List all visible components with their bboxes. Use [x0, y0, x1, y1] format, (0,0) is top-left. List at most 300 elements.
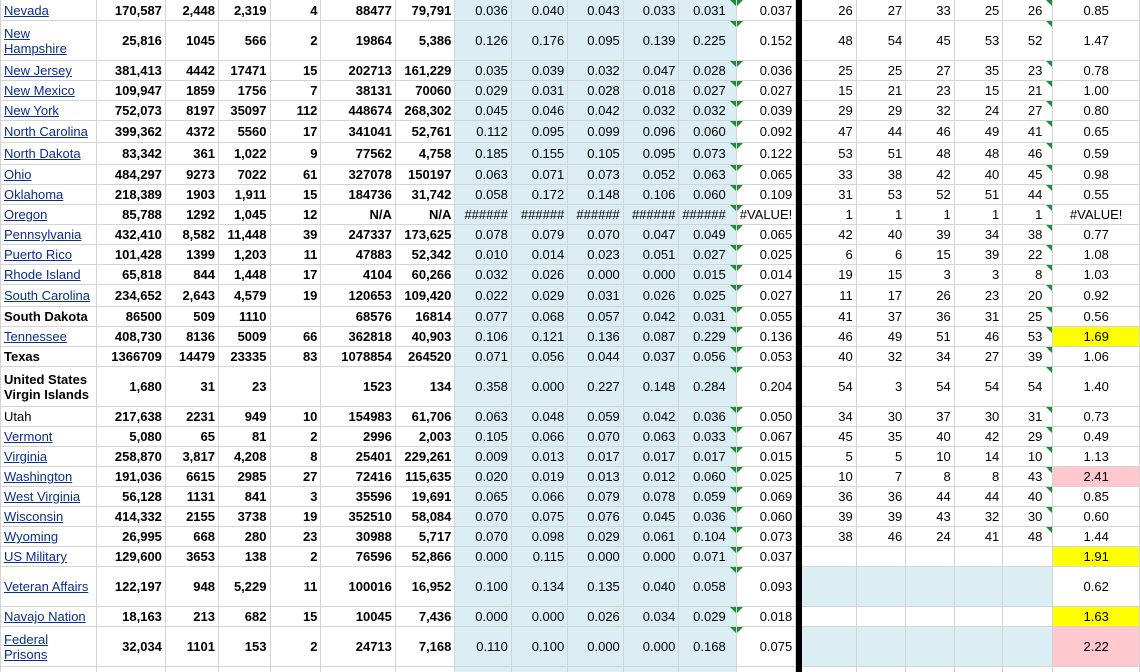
cell-col-6[interactable]: 79,791: [395, 0, 455, 21]
cell-col-14[interactable]: 5: [856, 447, 905, 467]
cell-col-5[interactable]: 47883: [321, 245, 395, 265]
cell-col-11[interactable]: 0.060: [679, 467, 736, 487]
cell-col-16[interactable]: 42: [954, 427, 1003, 447]
cell-col-9[interactable]: 0.042: [568, 101, 624, 121]
cell-col-10[interactable]: 0.096: [623, 121, 679, 143]
cell-col-5[interactable]: 154983: [321, 407, 395, 427]
cell-col-13[interactable]: 45: [801, 427, 856, 447]
cell-col-6[interactable]: 2,003: [395, 427, 455, 447]
cell-col-2[interactable]: 1292: [165, 205, 218, 225]
state-name-cell[interactable]: [1, 61, 97, 81]
cell-col-2[interactable]: 8136: [165, 327, 218, 347]
cell-col-8[interactable]: 0.079: [511, 225, 567, 245]
state-name-cell[interactable]: [1, 367, 97, 407]
cell-col-11[interactable]: 0.033: [679, 427, 736, 447]
cell-col-12[interactable]: 0.065: [736, 225, 796, 245]
cell-col-12[interactable]: 0.065: [736, 165, 796, 185]
cell-col-17[interactable]: 53: [1003, 327, 1053, 347]
cell-col-9[interactable]: 0.026: [568, 607, 624, 627]
cell-col-9[interactable]: 0.059: [568, 407, 624, 427]
cell-col-2[interactable]: 844: [165, 265, 218, 285]
cell-col-2[interactable]: 6615: [165, 467, 218, 487]
cell-col-3[interactable]: [219, 667, 271, 672]
cell-col-16[interactable]: 54: [954, 367, 1003, 407]
cell-col-15[interactable]: 26: [906, 285, 955, 307]
state-name-cell[interactable]: [1, 225, 97, 245]
cell-col-5[interactable]: 120653: [321, 285, 395, 307]
cell-col-4[interactable]: 17: [270, 265, 321, 285]
cell-col-5[interactable]: 25401: [321, 447, 395, 467]
cell-col-5[interactable]: 88477: [321, 0, 395, 21]
cell-col-15[interactable]: 37: [906, 407, 955, 427]
cell-col-4[interactable]: [270, 667, 321, 672]
cell-col-7[interactable]: 0.070: [455, 507, 511, 527]
cell-col-12[interactable]: 0.027: [736, 285, 796, 307]
cell-col-7[interactable]: 0.077: [455, 307, 511, 327]
cell-col-17[interactable]: [1003, 607, 1053, 627]
cell-col-13[interactable]: 10: [801, 467, 856, 487]
cell-col-14[interactable]: 17: [856, 285, 905, 307]
cell-col-6[interactable]: 16814: [395, 307, 455, 327]
cell-col-14[interactable]: 30: [856, 407, 905, 427]
cell-col-18[interactable]: 0.85: [1053, 0, 1140, 21]
cell-col-4[interactable]: 3: [270, 487, 321, 507]
cell-col-8[interactable]: 0.071: [511, 165, 567, 185]
cell-col-7[interactable]: 0.110: [455, 627, 511, 667]
cell-col-13[interactable]: 29: [801, 101, 856, 121]
cell-col-18[interactable]: 1.63: [1053, 607, 1140, 627]
cell-col-9[interactable]: 0.044: [568, 347, 624, 367]
cell-col-12[interactable]: 0.053: [736, 347, 796, 367]
state-name-cell[interactable]: [1, 547, 97, 567]
cell-col-10[interactable]: 0.012: [623, 467, 679, 487]
cell-col-16[interactable]: [954, 547, 1003, 567]
cell-col-16[interactable]: 46: [954, 327, 1003, 347]
cell-col-5[interactable]: 77562: [321, 143, 395, 165]
cell-col-11[interactable]: 0.025: [679, 285, 736, 307]
cell-col-17[interactable]: 25: [1003, 307, 1053, 327]
cell-col-13[interactable]: 42: [801, 225, 856, 245]
cell-col-15[interactable]: 44: [906, 487, 955, 507]
cell-col-1[interactable]: 258,870: [96, 447, 165, 467]
state-name-cell[interactable]: [1, 327, 97, 347]
cell-col-11[interactable]: 0.073: [679, 143, 736, 165]
cell-col-5[interactable]: 448674: [321, 101, 395, 121]
cell-col-13[interactable]: 40: [801, 347, 856, 367]
cell-col-3[interactable]: 138: [219, 547, 271, 567]
cell-col-9[interactable]: ######: [568, 205, 624, 225]
cell-col-8[interactable]: 0.115: [511, 547, 567, 567]
cell-col-14[interactable]: [856, 567, 905, 607]
cell-col-18[interactable]: 1.91: [1053, 547, 1140, 567]
cell-col-16[interactable]: 41: [954, 527, 1003, 547]
cell-col-16[interactable]: 39: [954, 245, 1003, 265]
cell-col-18[interactable]: 0.73: [1053, 407, 1140, 427]
cell-col-18[interactable]: 0.60: [1053, 507, 1140, 527]
state-name-cell[interactable]: [1, 265, 97, 285]
cell-col-14[interactable]: 1: [856, 205, 905, 225]
cell-col-4[interactable]: 27: [270, 467, 321, 487]
cell-col-1[interactable]: 101,428: [96, 245, 165, 265]
cell-col-9[interactable]: 0.057: [568, 307, 624, 327]
cell-col-11[interactable]: 0.015: [679, 265, 736, 285]
cell-col-2[interactable]: 8,582: [165, 225, 218, 245]
cell-col-12[interactable]: 0.060: [736, 507, 796, 527]
cell-col-5[interactable]: 30988: [321, 527, 395, 547]
cell-col-13[interactable]: 48: [801, 21, 856, 61]
cell-col-10[interactable]: 0.042: [623, 407, 679, 427]
cell-col-4[interactable]: [270, 367, 321, 407]
cell-col-18[interactable]: 2.41: [1053, 467, 1140, 487]
cell-col-15[interactable]: 15: [906, 245, 955, 265]
cell-col-3[interactable]: 5,229: [219, 567, 271, 607]
cell-col-13[interactable]: 41: [801, 307, 856, 327]
cell-col-8[interactable]: 0.014: [511, 245, 567, 265]
cell-col-9[interactable]: 0.017: [568, 447, 624, 467]
cell-col-13[interactable]: 15: [801, 81, 856, 101]
cell-col-10[interactable]: 0.052: [623, 165, 679, 185]
cell-col-1[interactable]: 399,362: [96, 121, 165, 143]
cell-col-1[interactable]: 191,036: [96, 467, 165, 487]
cell-col-15[interactable]: 46: [906, 121, 955, 143]
cell-col-15[interactable]: 43: [906, 507, 955, 527]
cell-col-7[interactable]: [455, 667, 511, 672]
cell-col-10[interactable]: 0.051: [623, 245, 679, 265]
cell-col-4[interactable]: [270, 307, 321, 327]
cell-col-6[interactable]: 52,342: [395, 245, 455, 265]
cell-col-17[interactable]: 54: [1003, 367, 1053, 407]
state-link[interactable]: New York: [4, 103, 59, 118]
cell-col-18[interactable]: 1.08: [1053, 245, 1140, 265]
cell-col-1[interactable]: 18,163: [96, 607, 165, 627]
cell-col-11[interactable]: 0.168: [679, 627, 736, 667]
cell-col-1[interactable]: 5,080: [96, 427, 165, 447]
cell-col-9[interactable]: 0.029: [568, 527, 624, 547]
cell-col-3[interactable]: 2,319: [219, 0, 271, 21]
state-name-cell[interactable]: [1, 165, 97, 185]
cell-col-15[interactable]: 54: [906, 367, 955, 407]
cell-col-13[interactable]: 6: [801, 245, 856, 265]
cell-col-16[interactable]: 32: [954, 507, 1003, 527]
cell-col-11[interactable]: 0.031: [679, 0, 736, 21]
cell-col-15[interactable]: 34: [906, 347, 955, 367]
cell-col-2[interactable]: 1399: [165, 245, 218, 265]
cell-col-12[interactable]: 0.027: [736, 81, 796, 101]
cell-col-13[interactable]: 19: [801, 265, 856, 285]
cell-col-6[interactable]: 7,436: [395, 607, 455, 627]
cell-col-4[interactable]: 39: [270, 225, 321, 245]
cell-col-15[interactable]: 32: [906, 101, 955, 121]
cell-col-9[interactable]: 0.028: [568, 81, 624, 101]
cell-col-7[interactable]: 0.126: [455, 21, 511, 61]
cell-col-14[interactable]: [856, 607, 905, 627]
cell-col-4[interactable]: 83: [270, 347, 321, 367]
cell-col-7[interactable]: 0.106: [455, 327, 511, 347]
state-name-cell[interactable]: [1, 245, 97, 265]
cell-col-18[interactable]: 0.85: [1053, 487, 1140, 507]
cell-col-12[interactable]: 0.152: [736, 21, 796, 61]
cell-col-1[interactable]: 25,816: [96, 21, 165, 61]
cell-col-18[interactable]: 0.98: [1053, 165, 1140, 185]
cell-col-18[interactable]: #VALUE!: [1053, 205, 1140, 225]
cell-col-15[interactable]: 48: [906, 143, 955, 165]
cell-col-6[interactable]: 40,903: [395, 327, 455, 347]
cell-col-3[interactable]: 566: [219, 21, 271, 61]
cell-col-14[interactable]: [856, 627, 905, 667]
cell-col-8[interactable]: ######: [511, 205, 567, 225]
cell-col-11[interactable]: 0.225: [679, 21, 736, 61]
cell-col-6[interactable]: 268,302: [395, 101, 455, 121]
cell-col-3[interactable]: 23335: [219, 347, 271, 367]
cell-col-2[interactable]: 2231: [165, 407, 218, 427]
cell-col-7[interactable]: 0.070: [455, 527, 511, 547]
cell-col-9[interactable]: 0.079: [568, 487, 624, 507]
cell-col-12[interactable]: 0.036: [736, 61, 796, 81]
cell-col-10[interactable]: 0.139: [623, 21, 679, 61]
cell-col-11[interactable]: 0.036: [679, 507, 736, 527]
cell-col-16[interactable]: [954, 607, 1003, 627]
cell-col-17[interactable]: [1003, 667, 1053, 672]
cell-col-3[interactable]: 682: [219, 607, 271, 627]
cell-col-3[interactable]: 3738: [219, 507, 271, 527]
state-name-cell[interactable]: [1, 627, 97, 667]
cell-col-4[interactable]: 11: [270, 567, 321, 607]
cell-col-14[interactable]: 44: [856, 121, 905, 143]
cell-col-13[interactable]: 47: [801, 121, 856, 143]
cell-col-18[interactable]: 0.56: [1053, 307, 1140, 327]
cell-col-5[interactable]: 1078854: [321, 347, 395, 367]
cell-col-8[interactable]: 0.176: [511, 21, 567, 61]
state-name-cell[interactable]: [1, 487, 97, 507]
cell-col-8[interactable]: 0.121: [511, 327, 567, 347]
state-link[interactable]: Washington: [4, 469, 73, 484]
state-link[interactable]: North Dakota: [4, 146, 81, 161]
cell-col-14[interactable]: 29: [856, 101, 905, 121]
cell-col-15[interactable]: 1: [906, 205, 955, 225]
cell-col-18[interactable]: 0.59: [1053, 143, 1140, 165]
cell-col-6[interactable]: 58,084: [395, 507, 455, 527]
cell-col-8[interactable]: 0.056: [511, 347, 567, 367]
cell-col-1[interactable]: 122,197: [96, 567, 165, 607]
state-name-cell[interactable]: [1, 21, 97, 61]
cell-col-12[interactable]: 0.014: [736, 265, 796, 285]
cell-col-5[interactable]: 362818: [321, 327, 395, 347]
cell-col-6[interactable]: 5,386: [395, 21, 455, 61]
cell-col-5[interactable]: 100016: [321, 567, 395, 607]
cell-col-2[interactable]: 2,643: [165, 285, 218, 307]
cell-col-18[interactable]: 0.65: [1053, 121, 1140, 143]
cell-col-13[interactable]: 46: [801, 327, 856, 347]
cell-col-13[interactable]: [801, 547, 856, 567]
cell-col-17[interactable]: 40: [1003, 487, 1053, 507]
cell-col-5[interactable]: 341041: [321, 121, 395, 143]
cell-col-3[interactable]: 841: [219, 487, 271, 507]
state-name-cell[interactable]: [1, 667, 97, 672]
cell-col-1[interactable]: 26,995: [96, 527, 165, 547]
cell-col-3[interactable]: 23: [219, 367, 271, 407]
cell-col-9[interactable]: 0.031: [568, 285, 624, 307]
cell-col-7[interactable]: 0.112: [455, 121, 511, 143]
cell-col-4[interactable]: 12: [270, 205, 321, 225]
cell-col-3[interactable]: 1756: [219, 81, 271, 101]
state-link[interactable]: Vermont: [4, 429, 53, 444]
state-name-cell[interactable]: [1, 567, 97, 607]
cell-col-5[interactable]: [321, 667, 395, 672]
cell-col-3[interactable]: 5560: [219, 121, 271, 143]
state-name-cell[interactable]: [1, 607, 97, 627]
cell-col-16[interactable]: 14: [954, 447, 1003, 467]
cell-col-6[interactable]: 134: [395, 367, 455, 407]
cell-col-10[interactable]: 0.000: [623, 265, 679, 285]
cell-col-18[interactable]: 0.49: [1053, 427, 1140, 447]
cell-col-11[interactable]: ######: [679, 205, 736, 225]
cell-col-3[interactable]: 949: [219, 407, 271, 427]
state-link[interactable]: Ohio: [4, 167, 32, 182]
cell-col-8[interactable]: 0.095: [511, 121, 567, 143]
cell-col-6[interactable]: N/A: [395, 205, 455, 225]
cell-col-2[interactable]: 1131: [165, 487, 218, 507]
cell-col-5[interactable]: 352510: [321, 507, 395, 527]
cell-col-6[interactable]: 173,625: [395, 225, 455, 245]
cell-col-5[interactable]: 24713: [321, 627, 395, 667]
cell-col-18[interactable]: 1.69: [1053, 327, 1140, 347]
cell-col-12[interactable]: 0.037: [736, 547, 796, 567]
cell-col-3[interactable]: 1,045: [219, 205, 271, 225]
cell-col-15[interactable]: 42: [906, 165, 955, 185]
cell-col-4[interactable]: 10: [270, 407, 321, 427]
cell-col-16[interactable]: 44: [954, 487, 1003, 507]
cell-col-9[interactable]: 0.073: [568, 165, 624, 185]
cell-col-10[interactable]: 0.047: [623, 61, 679, 81]
state-link[interactable]: New Jersey: [4, 63, 72, 78]
cell-col-16[interactable]: 51: [954, 185, 1003, 205]
cell-col-17[interactable]: 38: [1003, 225, 1053, 245]
cell-col-14[interactable]: 25: [856, 61, 905, 81]
cell-col-6[interactable]: 31,742: [395, 185, 455, 205]
cell-col-11[interactable]: 0.049: [679, 225, 736, 245]
cell-col-3[interactable]: 1,911: [219, 185, 271, 205]
cell-col-10[interactable]: [623, 667, 679, 672]
cell-col-8[interactable]: 0.134: [511, 567, 567, 607]
cell-col-11[interactable]: 0.027: [679, 245, 736, 265]
cell-col-1[interactable]: 234,652: [96, 285, 165, 307]
cell-col-17[interactable]: 21: [1003, 81, 1053, 101]
cell-col-4[interactable]: 11: [270, 245, 321, 265]
cell-col-17[interactable]: 48: [1003, 527, 1053, 547]
cell-col-8[interactable]: 0.031: [511, 81, 567, 101]
cell-col-2[interactable]: 8197: [165, 101, 218, 121]
state-link[interactable]: West Virginia: [4, 489, 81, 504]
cell-col-10[interactable]: 0.148: [623, 367, 679, 407]
cell-col-2[interactable]: 4442: [165, 61, 218, 81]
cell-col-13[interactable]: 38: [801, 527, 856, 547]
cell-col-8[interactable]: 0.026: [511, 265, 567, 285]
cell-col-18[interactable]: 1.00: [1053, 81, 1140, 101]
cell-col-4[interactable]: 15: [270, 61, 321, 81]
cell-col-12[interactable]: 0.122: [736, 143, 796, 165]
cell-col-2[interactable]: 3,817: [165, 447, 218, 467]
cell-col-10[interactable]: 0.000: [623, 627, 679, 667]
cell-col-14[interactable]: 36: [856, 487, 905, 507]
cell-col-17[interactable]: 41: [1003, 121, 1053, 143]
cell-col-3[interactable]: 5009: [219, 327, 271, 347]
cell-col-1[interactable]: 752,073: [96, 101, 165, 121]
cell-col-9[interactable]: 0.000: [568, 547, 624, 567]
cell-col-8[interactable]: 0.039: [511, 61, 567, 81]
cell-col-16[interactable]: 31: [954, 307, 1003, 327]
state-link[interactable]: Rhode Island: [4, 267, 81, 282]
cell-col-12[interactable]: 0.092: [736, 121, 796, 143]
state-link[interactable]: Puerto Rico: [4, 247, 72, 262]
cell-col-3[interactable]: 153: [219, 627, 271, 667]
cell-col-10[interactable]: 0.063: [623, 427, 679, 447]
cell-col-16[interactable]: [954, 627, 1003, 667]
cell-col-12[interactable]: 0.055: [736, 307, 796, 327]
cell-col-5[interactable]: 72416: [321, 467, 395, 487]
cell-col-12[interactable]: 0.093: [736, 567, 796, 607]
cell-col-2[interactable]: 1101: [165, 627, 218, 667]
cell-col-16[interactable]: 34: [954, 225, 1003, 245]
state-link[interactable]: Federal Prisons: [4, 631, 49, 662]
cell-col-10[interactable]: 0.095: [623, 143, 679, 165]
cell-col-3[interactable]: 35097: [219, 101, 271, 121]
cell-col-10[interactable]: 0.000: [623, 547, 679, 567]
cell-col-8[interactable]: [511, 667, 567, 672]
cell-col-16[interactable]: 27: [954, 347, 1003, 367]
cell-col-12[interactable]: 0.067: [736, 427, 796, 447]
cell-col-7[interactable]: 0.071: [455, 347, 511, 367]
cell-col-2[interactable]: 9273: [165, 165, 218, 185]
cell-col-3[interactable]: 4,208: [219, 447, 271, 467]
cell-col-5[interactable]: 38131: [321, 81, 395, 101]
cell-col-13[interactable]: [801, 667, 856, 672]
cell-col-17[interactable]: [1003, 567, 1053, 607]
cell-col-9[interactable]: 0.043: [568, 0, 624, 21]
cell-col-14[interactable]: 3: [856, 367, 905, 407]
state-name-cell[interactable]: [1, 427, 97, 447]
cell-col-10[interactable]: 0.032: [623, 101, 679, 121]
cell-col-9[interactable]: 0.070: [568, 427, 624, 447]
cell-col-5[interactable]: 19864: [321, 21, 395, 61]
cell-col-8[interactable]: 0.075: [511, 507, 567, 527]
cell-col-1[interactable]: 432,410: [96, 225, 165, 245]
cell-col-4[interactable]: 19: [270, 285, 321, 307]
cell-col-17[interactable]: 43: [1003, 467, 1053, 487]
cell-col-12[interactable]: 0.039: [736, 101, 796, 121]
cell-col-5[interactable]: 68576: [321, 307, 395, 327]
cell-col-15[interactable]: 40: [906, 427, 955, 447]
state-link[interactable]: Oregon: [4, 207, 48, 222]
cell-col-14[interactable]: 54: [856, 21, 905, 61]
state-name-cell[interactable]: [1, 205, 97, 225]
cell-col-12[interactable]: 0.069: [736, 487, 796, 507]
cell-col-8[interactable]: 0.046: [511, 101, 567, 121]
cell-col-16[interactable]: 1: [954, 205, 1003, 225]
state-link[interactable]: New Hampshire: [4, 25, 67, 56]
cell-col-2[interactable]: 2155: [165, 507, 218, 527]
cell-col-11[interactable]: 0.027: [679, 81, 736, 101]
cell-col-13[interactable]: 39: [801, 507, 856, 527]
cell-col-10[interactable]: 0.040: [623, 567, 679, 607]
cell-col-10[interactable]: 0.033: [623, 0, 679, 21]
cell-col-6[interactable]: 60,266: [395, 265, 455, 285]
state-link[interactable]: Tennessee: [4, 329, 67, 344]
cell-col-4[interactable]: 2: [270, 21, 321, 61]
cell-col-13[interactable]: 54: [801, 367, 856, 407]
cell-col-18[interactable]: 0.62: [1053, 567, 1140, 607]
cell-col-8[interactable]: 0.000: [511, 367, 567, 407]
cell-col-3[interactable]: 1110: [219, 307, 271, 327]
